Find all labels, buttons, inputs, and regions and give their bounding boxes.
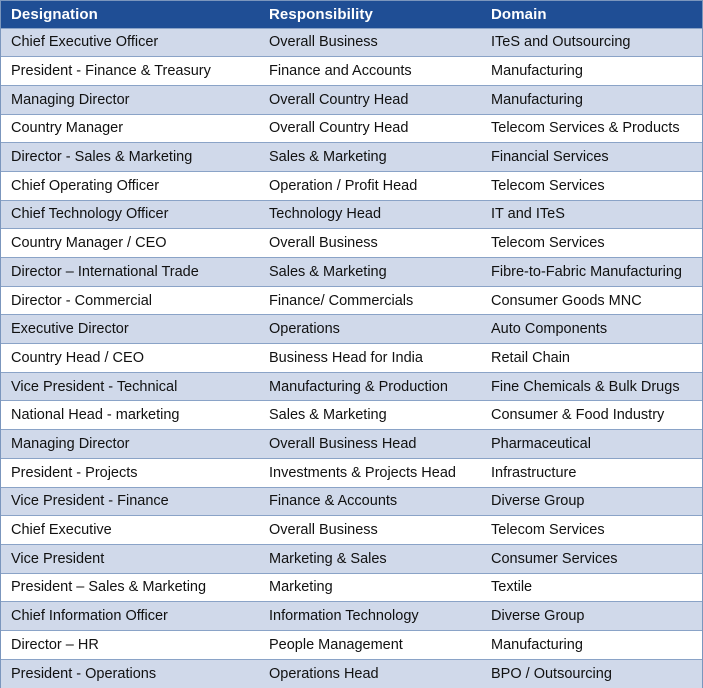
table-row (1, 229, 702, 258)
cell-responsibility: Marketing (259, 573, 481, 602)
cell-responsibility: Operation / Profit Head (259, 171, 481, 200)
cell-designation: Vice President (1, 544, 259, 573)
cell-domain: Consumer Services (481, 544, 702, 573)
cell-domain: Telecom Services (481, 229, 702, 258)
table-row (1, 487, 702, 516)
table-row (1, 315, 702, 344)
table-row (1, 57, 702, 86)
table-row (1, 28, 702, 57)
table-row (1, 372, 702, 401)
cell-domain: Telecom Services (481, 516, 702, 545)
cell-designation: National Head - marketing (1, 401, 259, 430)
cell-designation: Executive Director (1, 315, 259, 344)
cell-domain: Pharmaceutical (481, 430, 702, 459)
cell-domain: Consumer Goods MNC (481, 286, 702, 315)
cell-designation: Managing Director (1, 85, 259, 114)
cell-responsibility: Sales & Marketing (259, 143, 481, 172)
cell-domain: Diverse Group (481, 602, 702, 631)
cell-responsibility: Overall Business Head (259, 430, 481, 459)
cell-designation: Country Manager / CEO (1, 229, 259, 258)
table-row (1, 114, 702, 143)
cell-domain: Fine Chemicals & Bulk Drugs (481, 372, 702, 401)
cell-domain: ITeS and Outsourcing (481, 28, 702, 57)
cell-designation: Chief Executive (1, 516, 259, 545)
column-header-designation: Designation (11, 5, 98, 23)
cell-domain: Manufacturing (481, 630, 702, 659)
header-row (1, 1, 702, 28)
cell-designation: President - Operations (1, 659, 259, 688)
cell-responsibility: Sales & Marketing (259, 258, 481, 287)
table-body (1, 28, 702, 688)
cell-responsibility: Finance/ Commercials (259, 286, 481, 315)
table-row (1, 544, 702, 573)
cell-responsibility: Operations Head (259, 659, 481, 688)
cell-designation: Country Head / CEO (1, 344, 259, 373)
cell-domain: Fibre-to-Fabric Manufacturing (481, 258, 702, 287)
table-row (1, 573, 702, 602)
cell-domain: Auto Components (481, 315, 702, 344)
cell-responsibility: Marketing & Sales (259, 544, 481, 573)
cell-domain: Financial Services (481, 143, 702, 172)
cell-designation: President - Finance & Treasury (1, 57, 259, 86)
table-row (1, 85, 702, 114)
table-row (1, 258, 702, 287)
cell-domain: IT and ITeS (481, 200, 702, 229)
cell-designation: Country Manager (1, 114, 259, 143)
cell-domain: Consumer & Food Industry (481, 401, 702, 430)
executive-placements-table (1, 1, 702, 688)
column-header-responsibility: Responsibility (269, 5, 373, 23)
table-row (1, 344, 702, 373)
cell-designation: President - Projects (1, 458, 259, 487)
cell-responsibility: Overall Country Head (259, 85, 481, 114)
cell-responsibility: Information Technology (259, 602, 481, 631)
cell-domain: BPO / Outsourcing (481, 659, 702, 688)
table-row (1, 430, 702, 459)
table-row (1, 458, 702, 487)
cell-designation: Chief Information Officer (1, 602, 259, 631)
cell-designation: Director - Commercial (1, 286, 259, 315)
cell-responsibility: Finance & Accounts (259, 487, 481, 516)
cell-domain: Retail Chain (481, 344, 702, 373)
cell-domain: Manufacturing (481, 85, 702, 114)
column-header-domain: Domain (491, 5, 547, 23)
cell-responsibility: Finance and Accounts (259, 57, 481, 86)
cell-responsibility: Business Head for India (259, 344, 481, 373)
cell-domain: Telecom Services (481, 171, 702, 200)
cell-designation: Director – International Trade (1, 258, 259, 287)
table-header (1, 1, 702, 28)
cell-domain: Diverse Group (481, 487, 702, 516)
cell-responsibility: Operations (259, 315, 481, 344)
table-row (1, 171, 702, 200)
cell-domain: Telecom Services & Products (481, 114, 702, 143)
cell-responsibility: People Management (259, 630, 481, 659)
table-row (1, 401, 702, 430)
cell-designation: President – Sales & Marketing (1, 573, 259, 602)
table-row (1, 602, 702, 631)
cell-domain: Infrastructure (481, 458, 702, 487)
table-row (1, 630, 702, 659)
cell-domain: Textile (481, 573, 702, 602)
table-row (1, 516, 702, 545)
cell-responsibility: Technology Head (259, 200, 481, 229)
table-row (1, 659, 702, 688)
cell-responsibility: Overall Business (259, 28, 481, 57)
cell-responsibility: Investments & Projects Head (259, 458, 481, 487)
cell-designation: Chief Operating Officer (1, 171, 259, 200)
cell-designation: Chief Executive Officer (1, 28, 259, 57)
cell-responsibility: Manufacturing & Production (259, 372, 481, 401)
table-row (1, 286, 702, 315)
cell-domain: Manufacturing (481, 57, 702, 86)
cell-designation: Chief Technology Officer (1, 200, 259, 229)
cell-designation: Director - Sales & Marketing (1, 143, 259, 172)
cell-responsibility: Overall Business (259, 229, 481, 258)
cell-responsibility: Overall Business (259, 516, 481, 545)
table-row (1, 143, 702, 172)
cell-designation: Vice President - Finance (1, 487, 259, 516)
cell-responsibility: Sales & Marketing (259, 401, 481, 430)
cell-designation: Vice President - Technical (1, 372, 259, 401)
table-row (1, 200, 702, 229)
cell-designation: Managing Director (1, 430, 259, 459)
cell-designation: Director – HR (1, 630, 259, 659)
cell-responsibility: Overall Country Head (259, 114, 481, 143)
